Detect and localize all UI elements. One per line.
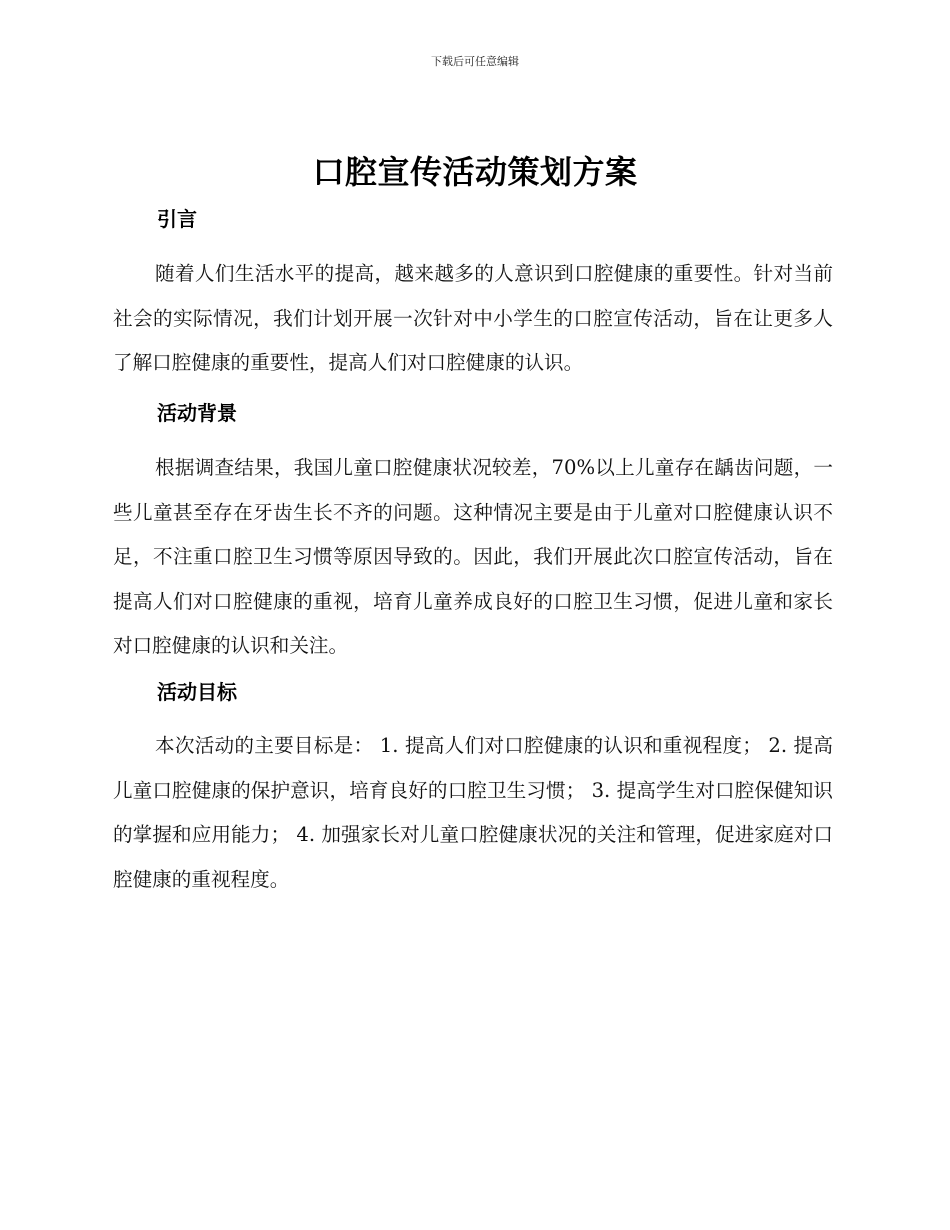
paragraph-intro: 随着人们生活水平的提高，越来越多的人意识到口腔健康的重要性。针对当前社会的实际情况，我们计划开展一次针对中小学生的口腔宣传活动，旨在让更多人了解口腔健康的重要性，提高人们对口腔健康的认识。	[113, 262, 833, 374]
header-note: 下载后可任意编辑	[431, 55, 519, 68]
section-heading-background: 活动背景	[157, 401, 237, 425]
paragraph-goals: 本次活动的主要目标是： 1. 提高人们对口腔健康的认识和重视程度； 2. 提高儿童口腔健康的保护意识，培育良好的口腔卫生习惯； 3. 提高学生对口腔保健知识的掌握和应用能力； 4. 加强家长对儿童口腔健康状况的关注和管理，促进家庭对口腔健康的重视程度。	[113, 734, 833, 891]
paragraph-background: 根据调查结果，我国儿童口腔健康状况较差，70%以上儿童存在龋齿问题，一些儿童甚至存在牙齿生长不齐的问题。这种情况主要是由于儿童对口腔健康认识不足，不注重口腔卫生习惯等原因导致的。因此，我们开展此次口腔宣传活动，旨在提高人们对口腔健康的重视，培育儿童养成良好的口腔卫生习惯，促进儿童和家长对口腔健康的认识和关注。	[113, 456, 833, 657]
section-heading-intro: 引言	[157, 207, 197, 231]
section-heading-goals: 活动目标	[157, 680, 237, 704]
document-title: 口腔宣传活动策划方案	[312, 153, 638, 191]
